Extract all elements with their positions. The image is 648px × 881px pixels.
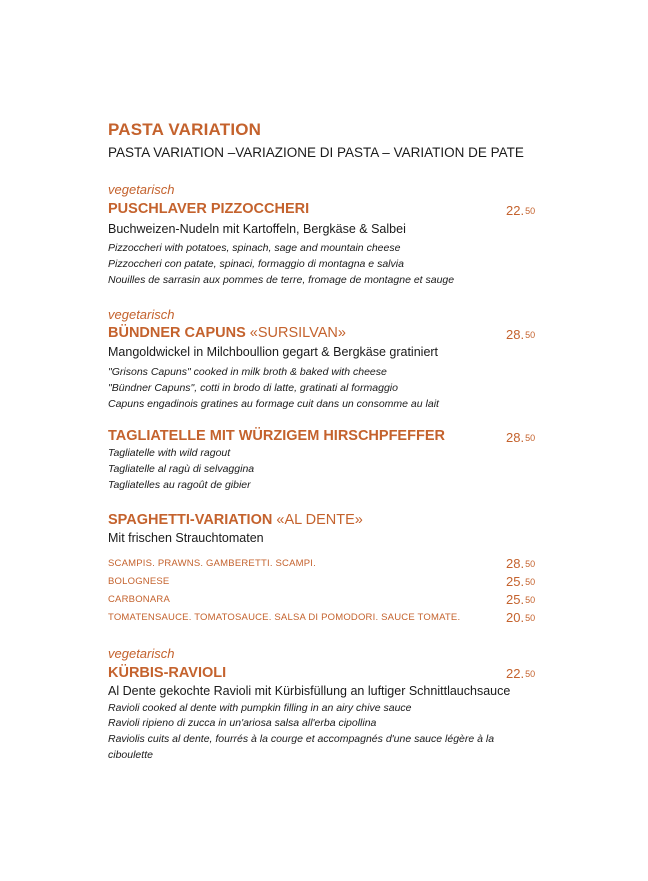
description-de: Mangoldwickel in Milchboullion gegart & Bergkäse gratiniert [108,345,439,359]
variant-label: BOLOGNESE [108,576,170,587]
description-fr: Nouilles de sarrasin aux pommes de terre, fromage de montagne et sauge [108,274,455,286]
dish-name-pizzoccheri: PUSCHLAVER PIZZOCCHERI [108,201,310,217]
dish-name-capuns: BÜNDNER CAPUNS «SURSILVAN» [108,325,346,341]
price-capuns: $28._{50}$ [506,327,536,342]
dish-name-spaghetti: SPAGHETTI-VARIATION «AL DENTE» [108,512,363,528]
price-pizzoccheri: $22._{50}$ [506,203,536,218]
description-fr: Capuns engadinois gratines au formage cuit dans un consomme au lait [108,398,439,410]
vegetarian-tag: vegetarisch [108,646,175,661]
description-de: Al Dente gekochte Ravioli mit Kürbisfüllung an luftiger Schnittlauchsauce [108,684,511,698]
description-fr: Tagliatelles au ragoût de gibier [108,479,251,491]
description-en: Tagliatelle with wild ragout [108,447,231,459]
vegetarian-tag: vegetarisch [108,182,175,197]
vegetarian-tag: vegetarisch [108,307,175,322]
variant-price: $28._{50}$ [506,556,536,571]
description-it: "Bündner Capuns", cotti in brodo di latte, gratinati al formaggio [108,382,398,394]
variant-price: $25._{50}$ [506,592,536,607]
variant-label: CARBONARA [108,594,170,605]
description-it: Tagliatelle al ragù di selvaggina [108,463,255,475]
price-ravioli: $22._{50}$ [506,666,536,681]
description-it: Ravioli ripieno di zucca in un'ariosa salsa all'erba cipollina [108,717,377,729]
dish-name-tagliatelle: TAGLIATELLE MIT WÜRZIGEM HIRSCHPFEFFER [108,428,445,444]
variant-label: SCAMPIS. PRAWNS. GAMBERETTI. SCAMPI. [108,558,316,569]
description-en: Pizzoccheri with potatoes, spinach, sage and mountain cheese [108,242,401,254]
section-title: PASTA VARIATION [108,120,262,139]
dish-name-ravioli: KÜRBIS-RAVIOLI [108,665,227,681]
price-tagliatelle: $28._{50}$ [506,430,536,445]
variant-price: $25._{50}$ [506,574,536,589]
description-de: Mit frischen Strauchtomaten [108,531,264,545]
variant-label: TOMATENSAUCE. TOMATOSAUCE. SALSA DI POMODORI. SAUCE TOMATE. [108,612,461,623]
description-en: Ravioli cooked al dente with pumpkin filling in an airy chive sauce [108,702,412,714]
description-de: Buchweizen-Nudeln mit Kartoffeln, Bergkäse & Salbei [108,222,406,236]
description-en: "Grisons Capuns" cooked in milk broth & baked with cheese [108,366,387,378]
section-subtitle: PASTA VARIATION –VARIAZIONE DI PASTA – VARIATION DE PATE [108,145,524,160]
description-it: Pizzoccheri con patate, spinaci, formaggio di montagna e salvia [108,258,404,270]
variant-price: $20._{50}$ [506,610,536,625]
description-fr: Raviolis cuits al dente, fourrés à la courge et accompagnés d'une sauce légère à la ciboulette [108,733,495,761]
